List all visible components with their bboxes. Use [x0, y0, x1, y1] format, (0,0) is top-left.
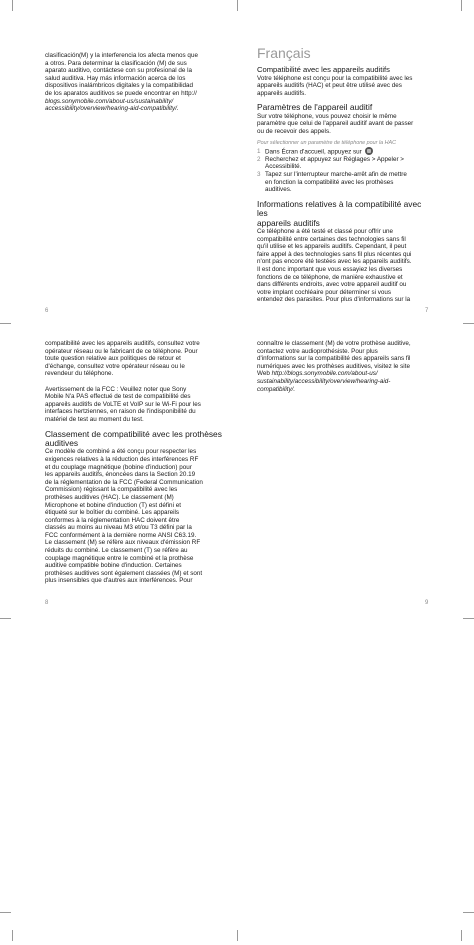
text-line: d'informations sur la compatibilité des appareils sans fil — [257, 355, 411, 363]
crop-mark — [237, 930, 238, 941]
heading-line: appareils auditifs — [257, 217, 320, 228]
text-line: conformes à la réglementation HAC doivent être — [45, 516, 180, 524]
text-line: Ce téléphone a été testé et classé pour offrir une — [257, 228, 394, 236]
text-line: connaître le classement (M) de votre prothèse auditive, — [257, 340, 411, 347]
text-line: ou de recevoir des appels. — [257, 127, 331, 135]
page-7 — [257, 45, 433, 304]
text-line: compatibilité avec les appareils auditifs, consultez votre — [45, 340, 200, 347]
step-text: auditives. — [265, 186, 292, 194]
link-line[interactable]: http://blogs.sonymobile.com/about-us/ — [271, 370, 378, 378]
text-line: appareils auditifs (HAC) et peut être utilisé avec des — [257, 82, 402, 90]
heading-line: Informations relatives à la compatibilité avec les — [257, 198, 422, 219]
text-line: les appareils auditifs, énoncées dans la Section 20.19 — [45, 471, 196, 479]
heading-line: Classement de compatibilité avec les prothèses — [45, 428, 222, 439]
text-line: qu'il utilise et les appareils auditifs. Cependant, il peut — [257, 243, 407, 251]
procedure-caption: Pour sélectionner un paramètre de téléphone pour la HAC — [257, 139, 397, 146]
text-line: opérateur réseau ou le fabricant de ce téléphone. Pour — [45, 347, 198, 355]
text-line: classés au moins au niveau M3 et/ou T3 défini par la — [45, 524, 192, 532]
text-line: aparato auditivo, contáctese con su profesional de la — [45, 67, 193, 75]
section-heading — [45, 430, 225, 449]
text-line: contactez votre audioprothésiste. Pour plus — [257, 347, 378, 355]
text-line: toute question relative aux politiques de retour et — [45, 355, 181, 363]
page-8 — [45, 340, 225, 585]
text-line — [257, 370, 433, 378]
step-text: Dans Écran d'accueil, appuyez sur — [265, 148, 362, 156]
text-line: salud auditiva. Hay más información acerca de los — [45, 74, 186, 82]
text-line: exigences relatives à la réduction des interférences RF — [45, 455, 199, 463]
text-line: FCC conformément à la dernière norme ANSI C63.19. — [45, 531, 197, 539]
crop-mark — [463, 912, 474, 913]
crop-mark — [12, 0, 13, 11]
text-line: entendez des parasites. Pour plus d'informations sur la — [257, 296, 411, 304]
text-line: numériques avec les prothèses auditives, visitez le site — [257, 362, 410, 370]
text-line: prothèses auditives sont également classées (M) et sont — [45, 569, 203, 577]
page-number: 8 — [45, 600, 49, 606]
text-line: couplage magnétique entre le combiné et la prothèse — [45, 554, 194, 562]
step-number: 2 — [257, 155, 261, 163]
text-line: fonctions de ce téléphone, de manière exhaustive et — [257, 273, 403, 281]
text-line: Sur votre téléphone, vous pouvez choisir le même — [257, 112, 397, 120]
list-item — [257, 148, 433, 156]
page-6 — [45, 52, 225, 113]
text-line: réduits du combiné. Le classement (T) se réfère au — [45, 547, 188, 555]
text-line: Avertissement de la FCC : Veuillez noter que Sony — [45, 385, 187, 393]
text-line: interfaces hertziennes, en raison de l'indisponibilité du — [45, 408, 196, 416]
text-line: prothèses auditives (HAC). Le classement (M) — [45, 493, 174, 501]
text-line: de la réglementation de la FCC (Federal Communication — [45, 478, 203, 486]
text-line: d'échange, consultez votre opérateur réseau ou le — [45, 362, 185, 370]
text-line: de los aparatos auditivos se puede encontrar en http:// — [45, 89, 197, 97]
text-line: Il est donc important que vous essayiez les diverses — [257, 265, 403, 273]
text-line: paramètre que celui de l'appareil auditif avant de passer — [257, 120, 414, 128]
text-line: dispositivos inalámbricos digitales y la compatibilidad — [45, 82, 194, 90]
text-line: Mobile N'a PAS effectué de test de compatibilité des — [45, 393, 191, 401]
home-screen-icon — [365, 147, 373, 155]
crop-mark — [0, 618, 11, 619]
page-number: 9 — [425, 600, 429, 606]
step-text: Tapez sur l'interrupteur marche-arrêt afin de mettre — [265, 171, 407, 179]
text-line: Votre téléphone est conçu pour la compatibilité avec les — [257, 74, 413, 82]
text-line: plus insensibles que d'autres aux interférences. Pour — [45, 577, 193, 585]
text-line: appareils auditifs. — [257, 89, 307, 97]
list-item — [257, 171, 433, 194]
text-line: et du couplage magnétique (bobine d'induction) pour — [45, 463, 192, 471]
text-line: Ce modèle de combiné a été conçu pour respecter les — [45, 448, 197, 456]
crop-mark — [463, 618, 474, 619]
crop-mark — [12, 930, 13, 941]
crop-mark — [0, 323, 11, 324]
link-line[interactable]: accessibility/overview/hearing-aid-compatibility/. — [45, 105, 179, 113]
crop-mark — [237, 0, 238, 11]
page-9 — [257, 340, 433, 393]
page-number: 6 — [45, 308, 49, 314]
text-line: clasificación(M) y la interferencia los afecta menos que — [45, 52, 198, 59]
steps-list — [257, 148, 433, 194]
crop-mark — [461, 930, 462, 941]
link-line[interactable]: sustainability/accessibility/overview/hearing-aid- — [257, 377, 391, 385]
page-number: 7 — [425, 308, 429, 314]
section-heading: Paramètres de l'appareil auditif — [257, 102, 373, 113]
text-line: étiqueté sur le boîtier du combiné. Les appareils — [45, 509, 180, 517]
step-number: 1 — [257, 147, 261, 155]
text-line: votre implant cochléaire pour déterminer si vous — [257, 288, 392, 296]
language-title: Français — [257, 45, 311, 61]
text-line: Le classement (M) se réfère aux niveaux d'émission RF — [45, 539, 201, 547]
link-line[interactable]: compatibility/. — [257, 385, 296, 393]
text-line: matériel de test au moment du test. — [45, 415, 144, 423]
text-line: faire appel à des technologies sans fil plus récentes qui — [257, 250, 412, 258]
text-line: dans différents endroits, avec votre appareil auditif ou — [257, 281, 407, 289]
web-prefix: Web — [257, 370, 272, 378]
text-line: auditive compatible bobine d'induction. Certaines — [45, 562, 182, 570]
text-line: revendeur du téléphone. — [45, 370, 114, 378]
text-line: compatibilité entre certaines des technologies sans fil — [257, 235, 406, 243]
step-text: Accessibilité. — [265, 163, 302, 171]
crop-mark — [0, 912, 11, 913]
crop-mark — [463, 323, 474, 324]
crop-mark — [461, 0, 462, 11]
text-line: a otros. Para determinar la clasificación (M) de sus — [45, 59, 187, 67]
step-text: Recherchez et appuyez sur Réglages > Appeler > — [265, 155, 404, 163]
link-line[interactable]: blogs.sonymobile.com/about-us/sustainability/ — [45, 97, 174, 105]
section-heading: Compatibilité avec les appareils auditifs — [257, 65, 390, 74]
heading-line: auditives — [45, 437, 79, 448]
section-heading — [257, 200, 433, 228]
step-number: 3 — [257, 171, 261, 179]
step-text: en fonction la compatibilité avec les prothèses — [265, 178, 394, 186]
list-item — [257, 156, 433, 171]
text-line: Microphone et bobine d'induction (T) est défini et — [45, 501, 181, 509]
text-line: appareils auditifs de VoLTE et VoIP sur le Wi-Fi pour les — [45, 400, 201, 408]
text-line: Commission) régissant la compatibilité avec les — [45, 486, 178, 494]
text-line: n'ont pas encore été testées avec les appareils auditifs. — [257, 258, 412, 266]
